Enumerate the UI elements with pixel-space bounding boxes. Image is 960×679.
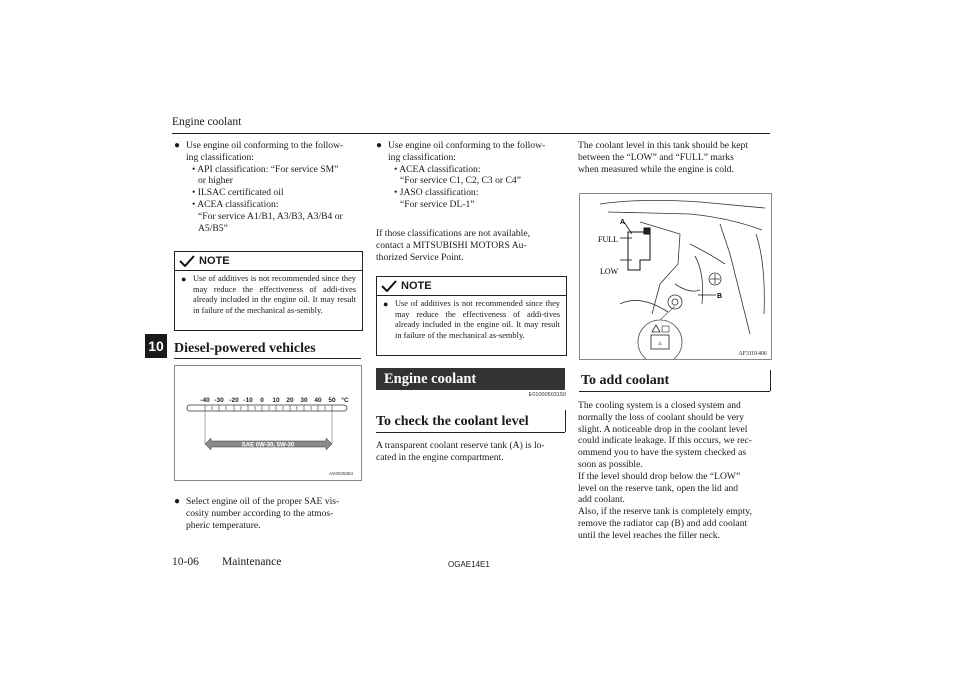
tick-label-40: 40 <box>314 397 322 404</box>
check-coolant-title: To check the coolant level <box>376 414 529 429</box>
acea-value: “For service A1/B1, A3/B3, A3/B4 or <box>198 210 343 222</box>
fallback-line-3: thorized Service Point. <box>376 251 464 263</box>
coolant-level-intro <box>578 140 771 175</box>
left-oil-classification <box>174 140 362 234</box>
note-text: Use of additives is not recommended since they may reduce the effectiveness of addi-tives already included in the engine oil. It may result in failure of the mechanical as-sembly. <box>193 274 356 315</box>
coolant-tank-figure <box>579 193 772 360</box>
figure-code: AF3101406 <box>738 351 767 357</box>
tick-label-0: 0 <box>260 397 264 404</box>
check-line-1: A transparent coolant reserve tank (A) is lo- <box>376 440 545 451</box>
section-rule <box>376 432 565 433</box>
add-line: Also, if the reserve tank is completely empty, <box>578 506 752 518</box>
fallback-line-1: If those classifications are not available, <box>376 228 530 239</box>
bullet-icon: ● <box>376 140 383 151</box>
acea-value-2: A5/B5” <box>198 222 228 234</box>
add-line: until the level reaches the filler neck. <box>578 529 720 541</box>
viscosity-line-3: pheric temperature. <box>186 519 261 531</box>
engine-compartment-illustration <box>580 194 771 359</box>
add-line: ommend you to have the system checked as <box>578 447 747 459</box>
bullet-icon: ● <box>383 299 389 309</box>
jaso-value: “For service DL-1” <box>400 198 475 210</box>
fallback-line-2: contact a MITSUBISHI MOTORS Au- <box>376 239 527 251</box>
bullet-icon: ● <box>174 496 181 507</box>
oil-intro: Use engine oil conforming to the follow- <box>388 140 546 151</box>
figure-code: AG0025384 <box>328 471 353 476</box>
viscosity-line-2: cosity number according to the atmos- <box>186 507 334 519</box>
full-mark: FULL <box>598 235 618 244</box>
oil-intro: Use engine oil conforming to the follow- <box>186 140 344 151</box>
radiator-cap-inset <box>638 306 682 359</box>
add-line: normally the loss of coolant should be very <box>578 411 744 423</box>
add-coolant-title: To add coolant <box>581 373 670 388</box>
tick-label-10: 10 <box>272 397 280 404</box>
check-coolant-text <box>376 440 566 464</box>
temperature-scale-bar <box>187 405 347 411</box>
viscosity-chart-figure <box>174 365 362 481</box>
tick-label-20: 20 <box>286 397 294 404</box>
section-code: E01000503150 <box>528 392 566 398</box>
ilsac-line: • ILSAC certificated oil <box>192 187 284 199</box>
tick-label-m10: -10 <box>243 397 253 404</box>
jaso-line: • JASO classification: <box>394 187 479 199</box>
oil-intro-2: ing classification: <box>388 151 456 163</box>
viscosity-instruction <box>174 496 362 531</box>
fallback-text <box>376 228 566 263</box>
range-guides <box>205 411 332 444</box>
label-b: B <box>717 293 723 300</box>
intro-line-1: The coolant level in this tank should be kept <box>578 140 748 151</box>
add-line: slight. A noticeable drop in the coolant level <box>578 423 748 435</box>
section-rule <box>174 358 361 359</box>
acea-value: “For service C1, C2, C3 or C4” <box>400 175 521 187</box>
document-code: OGAE14E1 <box>448 560 490 569</box>
api-classification: • API classification: “For service SM” <box>192 163 339 175</box>
note-body <box>377 296 566 345</box>
section-rule <box>579 391 770 392</box>
api-classification-2: or higher <box>198 175 233 187</box>
intro-line-3: when measured while the engine is cold. <box>578 163 734 175</box>
reserve-tank <box>628 228 650 270</box>
add-line: add coolant. <box>578 494 625 506</box>
add-coolant-text <box>578 400 771 542</box>
diesel-section-title: Diesel-powered vehicles <box>174 341 316 356</box>
tick-label-50: 50 <box>328 397 336 404</box>
engine-coolant-heading: Engine coolant <box>376 368 565 390</box>
oil-intro-2: ing classification: <box>186 151 254 163</box>
unit-label: °C <box>341 397 349 404</box>
note-label: NOTE <box>199 255 230 267</box>
add-line: If the level should drop below the “LOW” <box>578 470 741 482</box>
note-hand-icon <box>179 255 195 267</box>
label-a: A <box>620 219 626 226</box>
note-header <box>175 252 362 271</box>
middle-note-box <box>376 276 567 356</box>
footer-section: Maintenance <box>222 556 282 568</box>
page-number: 10-06 <box>172 556 199 568</box>
acea-line: • ACEA classification: <box>394 163 481 175</box>
intro-line-2: between the “LOW” and “FULL” marks <box>578 151 734 163</box>
tick-label-30: 30 <box>300 397 308 404</box>
section-rule-vertical <box>565 410 566 432</box>
add-line: The cooling system is a closed system and <box>578 400 741 411</box>
note-label: NOTE <box>401 280 432 292</box>
add-line: soon as possible. <box>578 458 643 470</box>
left-note-box <box>174 251 363 331</box>
add-line: could indicate leakage. If this occurs, we rec- <box>578 435 752 447</box>
section-rule-vertical <box>770 370 771 391</box>
bullet-icon: ● <box>181 274 187 284</box>
chapter-tab: 10 <box>145 334 167 358</box>
note-text: Use of additives is not recommended since they may reduce the effectiveness of addi-tives already included in the engine oil. It may result in failure of the mechanical as-sembly. <box>395 299 560 340</box>
tick-label-m20: -20 <box>229 397 239 404</box>
note-body <box>175 271 362 320</box>
scale-ticks <box>205 405 332 411</box>
header-rule <box>172 133 770 134</box>
page-header-title: Engine coolant <box>172 116 242 128</box>
low-mark: LOW <box>600 267 619 276</box>
add-line: remove the radiator cap (B) and add coolant <box>578 517 748 529</box>
note-hand-icon <box>381 280 397 292</box>
viscosity-line-1: Select engine oil of the proper SAE vis- <box>186 496 340 507</box>
sae-range-label: SAE 0W-30, 5W-30 <box>241 442 295 449</box>
acea-line: • ACEA classification: <box>192 198 279 210</box>
add-line: level on the reserve tank, open the lid and <box>578 482 739 494</box>
note-header <box>377 277 566 296</box>
bullet-icon: ● <box>174 140 181 151</box>
svg-text:⚠: ⚠ <box>657 341 663 347</box>
tick-label-m30: -30 <box>214 397 224 404</box>
viscosity-chart <box>175 366 361 480</box>
tick-label-m40: -40 <box>200 397 210 404</box>
middle-oil-classification <box>376 140 566 211</box>
check-line-2: cated in the engine compartment. <box>376 451 504 463</box>
